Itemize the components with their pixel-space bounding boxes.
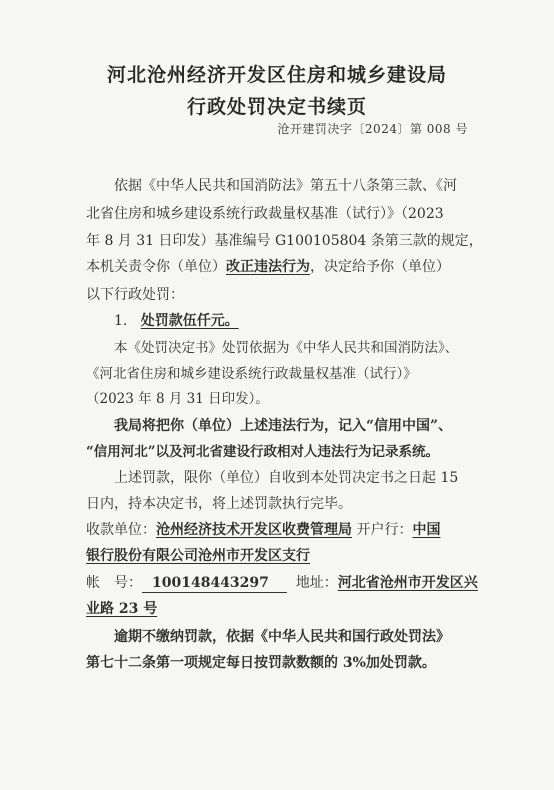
address-label: 地址：: [295, 575, 338, 591]
paragraph-1-line-4: [86, 257, 486, 277]
bank-value-part-2: 银行股份有限公司沧州市开发区支行: [86, 548, 310, 564]
penalty-item-text: 处罚款伍仟元。: [140, 313, 239, 329]
paragraph-2-line-2: 《河北省住房和城乡建设系统行政裁量权基准（试行）》: [86, 366, 417, 382]
account-line: [86, 573, 486, 593]
address-value-part-2: 业路 23 号: [86, 601, 158, 617]
paragraph-1-line-1: 依据《中华人民共和国消防法》第五十八条第三款、《河: [114, 178, 457, 194]
paragraph-4-line-1: 上述罚款，限你（单位）自收到本处罚决定书之日起 15: [114, 470, 459, 486]
document-title: 河北沧州经济开发区住房和城乡建设局: [106, 64, 447, 86]
paragraph-5-line-1: 逾期不缴纳罚款，依据《中华人民共和国行政处罚法》: [114, 629, 450, 645]
paragraph-1-line-2: 北省住房和城乡建设系统行政裁量权基准（试行）》（2023: [86, 206, 444, 222]
account-label: 帐 号：: [86, 575, 142, 591]
payee-value: 沧州经济技术开发区收费管理局: [156, 522, 352, 538]
correction-order: 改正违法行为: [226, 259, 310, 275]
bank-line-2: [86, 546, 486, 566]
paragraph-4-line-2: 日内，持本决定书，将上述罚款执行完毕。: [86, 496, 352, 512]
paragraph-1-line-3: 年 8 月 31 日印发）基准编号 G100105804 条第三款的规定，: [86, 233, 483, 249]
payee-line: [86, 520, 486, 540]
paragraph-1-text: 本机关责令你（单位）: [86, 259, 226, 275]
bank-label: 开户行：: [356, 522, 413, 538]
account-value: 100148443297: [142, 575, 287, 593]
paragraph-5-line-2: 第七十二条第一项规定每日按罚款数额的 3%加处罚款。: [86, 655, 436, 671]
address-value-part-1: 河北省沧州市开发区兴: [337, 575, 478, 591]
address-line-2: [86, 599, 486, 619]
paragraph-1-text-cont: ，决定给予你（单位）: [310, 259, 450, 275]
document-number: 沧开建罚决字〔2024〕第 008 号: [277, 122, 468, 136]
penalty-item-number: 1.: [114, 313, 128, 329]
paragraph-3-line-1: 我局将把你（单位）上述违法行为，记入“信用中国”、: [114, 418, 453, 434]
document-subtitle: 行政处罚决定书续页: [186, 96, 367, 118]
paragraph-2-line-3: （2023 年 8 月 31 日印发）。: [86, 391, 269, 407]
paragraph-2-line-1: 本《处罚决定书》处罚依据为《中华人民共和国消防法》、: [114, 340, 459, 356]
paragraph-1-line-5: 以下行政处罚：: [86, 287, 184, 303]
penalty-item: [114, 311, 514, 331]
paragraph-3-line-2: “信用河北”以及河北省建设行政相对人违法行为记录系统。: [86, 444, 440, 460]
payee-label: 收款单位：: [86, 522, 156, 538]
bank-value-part-1: 中国: [412, 522, 441, 538]
